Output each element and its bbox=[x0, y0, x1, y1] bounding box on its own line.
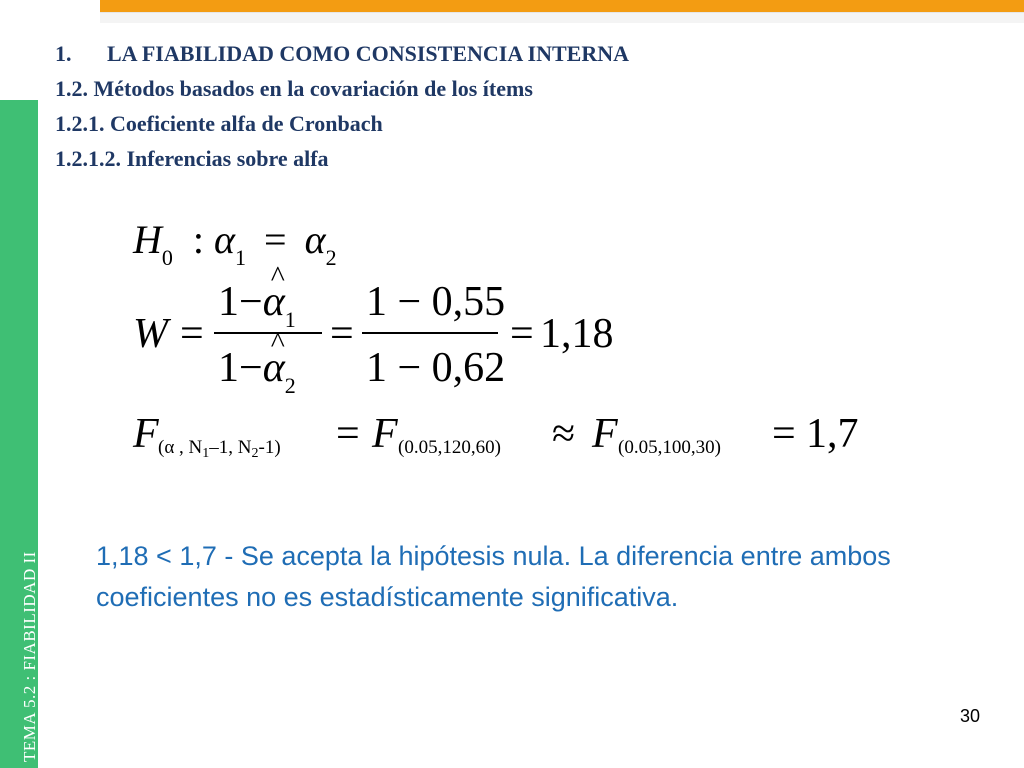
f-subscript-2: (0.05,120,60) bbox=[398, 437, 501, 458]
w-result: 1,18 bbox=[540, 311, 614, 357]
heading-number: 1. bbox=[55, 41, 72, 66]
equals-symbol: = bbox=[330, 311, 354, 357]
fraction-2-numerator: 1 − 0,55 bbox=[366, 279, 506, 325]
equals-symbol: = bbox=[180, 311, 204, 357]
fraction-2-line bbox=[362, 332, 498, 334]
alpha-hat-symbol: ^ α bbox=[263, 344, 285, 392]
equals-symbol: = bbox=[510, 311, 534, 357]
n2-subscript: 2 bbox=[251, 446, 259, 461]
conclusion-text: 1,18 < 1,7 - Se acepta la hipótesis nula. La diferencia entre ambos coeficientes no es estadísticamente significativa. bbox=[96, 541, 891, 612]
df-label: (α , N bbox=[158, 437, 203, 458]
f-symbol: F bbox=[592, 411, 618, 457]
minus-symbol: − bbox=[239, 345, 263, 391]
f-subscript-1 bbox=[158, 437, 281, 462]
heading-level-1 bbox=[55, 36, 629, 71]
heading-level-2: 1.2. Métodos basados en la covariación de los ítems bbox=[55, 76, 533, 101]
fraction-2-denominator: 1 − 0,62 bbox=[366, 345, 506, 391]
colon-symbol: : bbox=[192, 217, 205, 262]
h-subscript: 0 bbox=[161, 245, 173, 270]
fraction-1-line bbox=[214, 332, 322, 334]
alpha-2-subscript: 2 bbox=[325, 245, 337, 270]
page-number: 30 bbox=[959, 706, 980, 726]
equals-symbol: = bbox=[336, 411, 360, 457]
df-label-rest: –1, N bbox=[209, 437, 252, 458]
alpha-hat-symbol: ^ α bbox=[263, 278, 285, 326]
n1-subscript: 1 bbox=[202, 446, 210, 461]
f-result: 1,7 bbox=[806, 411, 859, 457]
one-digit: 1 bbox=[218, 345, 239, 391]
equals-symbol: = bbox=[772, 411, 796, 457]
heading-level-4: 1.2.1.2. Inferencias sobre alfa bbox=[55, 146, 329, 171]
w-symbol: W bbox=[133, 311, 168, 357]
section-headings bbox=[55, 36, 629, 176]
alpha-subscript: 1 bbox=[284, 307, 296, 332]
top-accent-stripe bbox=[100, 12, 1024, 23]
alpha-1-subscript: 1 bbox=[235, 245, 247, 270]
df-label-end: -1) bbox=[258, 437, 281, 458]
heading-text: LA FIABILIDAD COMO CONSISTENCIA INTERNA bbox=[107, 41, 629, 66]
approx-symbol: ≈ bbox=[552, 411, 576, 457]
fraction-1-numerator bbox=[218, 278, 296, 333]
side-label: TEMA 5.2 : FIABILIDAD II bbox=[20, 551, 39, 762]
f-symbol: F bbox=[133, 411, 159, 457]
fraction-1-denominator bbox=[218, 344, 296, 399]
minus-symbol: − bbox=[239, 279, 263, 325]
one-digit: 1 bbox=[218, 279, 239, 325]
top-accent-bar bbox=[100, 0, 1024, 12]
alpha-1-symbol: α bbox=[214, 217, 236, 262]
f-subscript-3: (0.05,100,30) bbox=[618, 437, 721, 458]
alpha-subscript: 2 bbox=[284, 373, 296, 398]
heading-level-3: 1.2.1. Coeficiente alfa de Cronbach bbox=[55, 111, 383, 136]
f-symbol: F bbox=[372, 411, 398, 457]
equals-symbol: = bbox=[264, 217, 287, 262]
h-symbol: H bbox=[133, 217, 162, 262]
alpha-2-symbol: α bbox=[304, 217, 326, 262]
null-hypothesis-formula bbox=[133, 216, 337, 271]
